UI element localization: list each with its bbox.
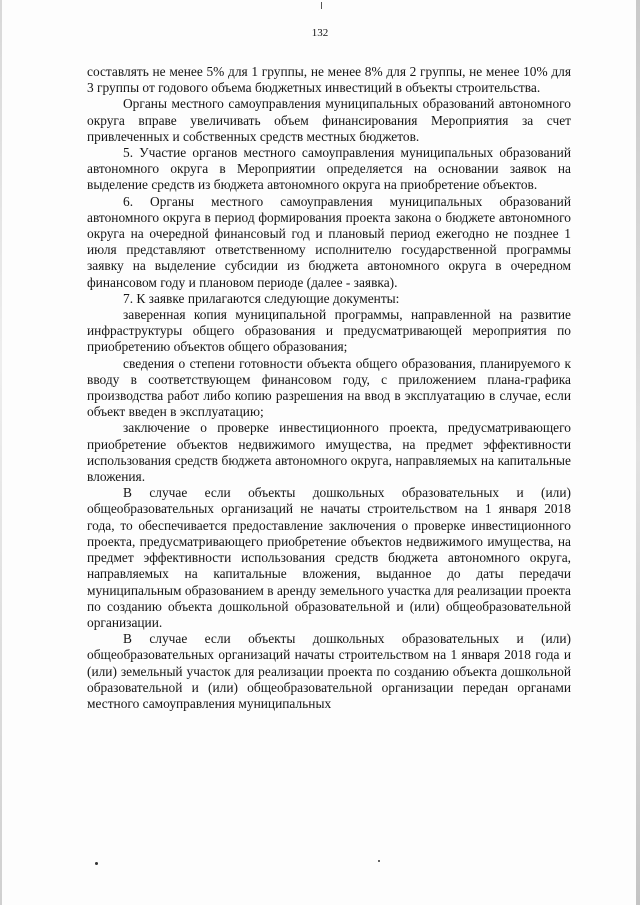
paragraph-7: сведения о степени готовности объекта общего образования, планируемого к вводу в соответствующем финансовом году, с приложением плана-графика производства работ либо копию разрешения на ввод в эксплуатацию в случае, если объект введен в эксплуатацию; — [87, 355, 571, 420]
paragraph-1: составлять не менее 5% для 1 группы, не менее 8% для 2 группы, не менее 10% для 3 группы от годового объема бюджетных инвестиций в объекты строительства. — [87, 64, 571, 96]
paragraph-8: заключение о проверке инвестиционного проекта, предусматривающего приобретение объектов недвижимого имущества, на предмет эффективности использования средств бюджета автономного округа, направляемых на капитальные вложения. — [87, 420, 571, 485]
scan-edge-left — [0, 0, 2, 905]
body-text — [87, 64, 571, 712]
scan-tick-mark — [321, 2, 322, 9]
paragraph-10: В случае если объекты дошкольных образовательных и (или) общеобразовательных организаций начаты строительством на 1 января 2018 года и (или) земельный участок для реализации проекта по созданию объекта дошкольной образовательной и (или) общеобразовательной организации передан органами местного самоуправления муниципальных — [87, 631, 571, 711]
scan-dot-left — [95, 862, 98, 865]
paragraph-2: Органы местного самоуправления муниципальных образований автономного округа вправе увеличивать объем финансирования Мероприятия за счет привлеченных и собственных средств местных бюджетов. — [87, 96, 571, 144]
paragraph-9: В случае если объекты дошкольных образовательных и (или) общеобразовательных организаций не начаты строительством на 1 января 2018 года, то обеспечивается предоставление заключения о проверке инвестиционного проекта, предусматривающего приобретение объектов недвижимого имущества, на предмет эффективности использования средств бюджета автономного округа, направляемых на капитальные вложения, выданное до даты передачи муниципальным образованием в аренду земельного участка для реализации проекта по созданию объекта дошкольной образовательной и (или) общеобразовательной организации. — [87, 485, 571, 630]
scan-dot-right — [378, 860, 380, 862]
paragraph-3: 5. Участие органов местного самоуправления муниципальных образований автономного округа в Мероприятии определяется на основании заявок на выделение средств из бюджета автономного округа на приобретение объектов. — [87, 145, 571, 193]
paragraph-5: 7. К заявке прилагаются следующие документы: — [123, 290, 400, 306]
paragraph-6: заверенная копия муниципальной программы, направленной на развитие инфраструктуры общего образования и предусматривающей мероприятия по приобретению объектов общего образования; — [87, 307, 571, 355]
scan-edge-right — [636, 0, 640, 905]
page-number: 132 — [311, 27, 329, 39]
paragraph-4: 6. Органы местного самоуправления муниципальных образований автономного округа в период формирования проекта закона о бюджете автономного округа на очередной финансовый год и плановый период ежегодно не позднее 1 июля представляют ответственному исполнителю государственной программы заявку на выделение субсидии из бюджета автономного округа в очередном финансовом году и плановом периоде (далее - заявка). — [87, 193, 571, 290]
